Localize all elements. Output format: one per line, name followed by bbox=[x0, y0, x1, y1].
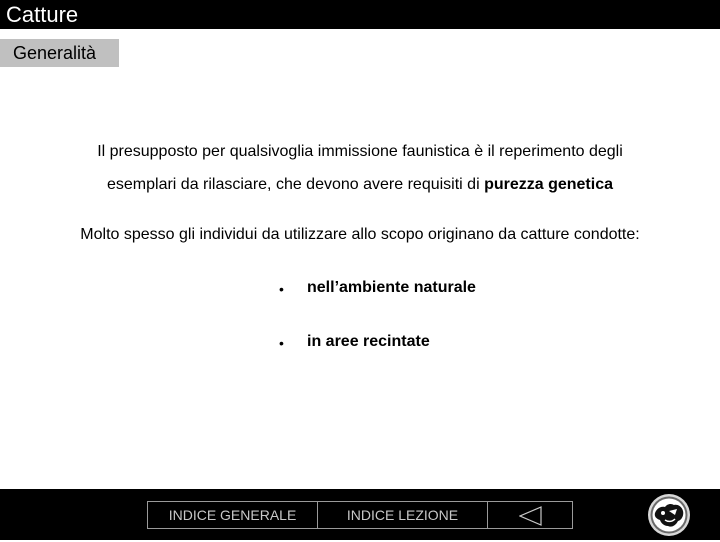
captures-intro: Molto spesso gli individui da utilizzare allo scopo originano da catture condotte: bbox=[80, 226, 640, 243]
intro-line-1: Il presupposto per qualsivoglia immissione faunistica è il reperimento degli bbox=[97, 143, 623, 160]
bullet-item-enclosed-areas: in aree recintate bbox=[307, 333, 430, 350]
section-tab bbox=[0, 39, 119, 67]
intro-line-2 bbox=[0, 175, 720, 195]
lesson-index-button[interactable]: INDICE LEZIONE bbox=[317, 501, 488, 529]
title-bar bbox=[0, 0, 720, 29]
triangle-left-icon bbox=[519, 506, 543, 526]
general-index-button[interactable]: INDICE GENERALE bbox=[147, 501, 318, 529]
back-button[interactable] bbox=[487, 501, 573, 529]
bullet-marker: • bbox=[279, 335, 284, 351]
intro-emphasis: purezza genetica bbox=[484, 176, 613, 193]
bullet-marker: • bbox=[279, 281, 284, 297]
footer-nav bbox=[0, 489, 720, 540]
bullet-item-natural-environment: nell’ambiente naturale bbox=[307, 279, 476, 296]
page-title: Catture bbox=[6, 2, 79, 27]
emblem-logo-icon[interactable] bbox=[647, 493, 691, 537]
intro-line-2-text: esemplari da rilasciare, che devono avere requisiti di bbox=[106, 176, 485, 193]
section-label: Generalità bbox=[13, 43, 97, 63]
